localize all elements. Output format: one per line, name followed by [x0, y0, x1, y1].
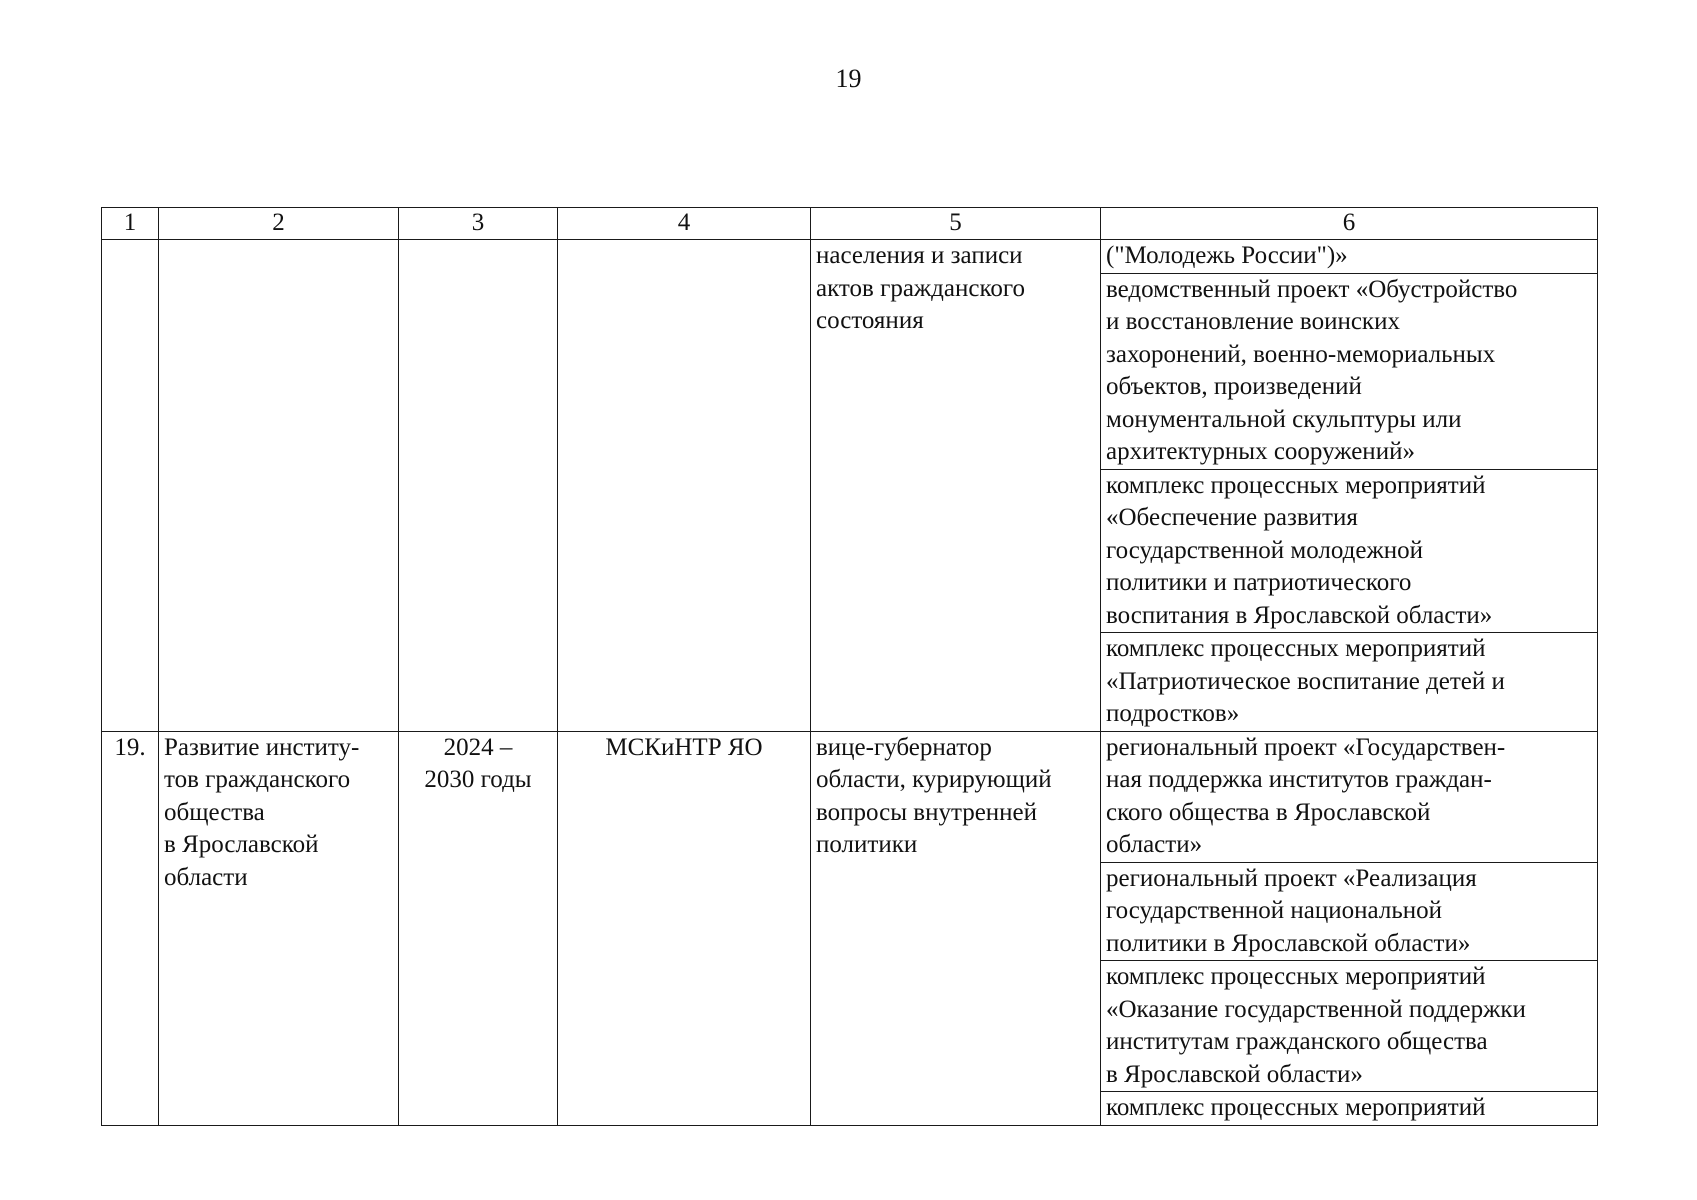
cell-project: ("Молодежь России")»: [1101, 240, 1598, 274]
cell-name: [159, 240, 399, 732]
cell-num: 19.: [102, 731, 159, 1125]
cell-project: региональный проект «Реализация государственной национальной политики в Ярославской области»: [1101, 862, 1598, 961]
program-table: [101, 207, 1598, 1126]
header-col-4: 4: [558, 208, 811, 240]
cell-name: Развитие институ- тов гражданского общества в Ярославской области: [159, 731, 399, 1125]
cell-executor: [558, 240, 811, 732]
cell-project: комплекс процессных мероприятий «Обеспечение развития государственной молодежной политики и патриотического воспитания в Ярославской области»: [1101, 469, 1598, 633]
cell-project: региональный проект «Государствен- ная поддержка институтов граждан- ского общества в Ярославской области»: [1101, 731, 1598, 862]
cell-num: [102, 240, 159, 732]
header-row: [102, 208, 1598, 240]
header-col-3: 3: [399, 208, 558, 240]
cell-project: комплекс процессных мероприятий «Патриотическое воспитание детей и подростков»: [1101, 633, 1598, 732]
header-col-5: 5: [811, 208, 1101, 240]
header-col-1: 1: [102, 208, 159, 240]
cell-project: комплекс процессных мероприятий «Оказание государственной поддержки институтам гражданского общества в Ярославской области»: [1101, 961, 1598, 1092]
cell-period: 2024 – 2030 годы: [399, 731, 558, 1125]
cell-curator: населения и записи актов гражданского состояния: [811, 240, 1101, 732]
cell-executor: МСКиНТР ЯО: [558, 731, 811, 1125]
page-number: 19: [835, 64, 862, 93]
table-row: [102, 731, 1598, 862]
header-col-2: 2: [159, 208, 399, 240]
cell-curator: вице-губернатор области, курирующий вопросы внутренней политики: [811, 731, 1101, 1125]
header-col-6: 6: [1101, 208, 1598, 240]
cell-project: комплекс процессных мероприятий: [1101, 1092, 1598, 1126]
table-row: [102, 240, 1598, 274]
cell-period: [399, 240, 558, 732]
cell-project: ведомственный проект «Обустройство и восстановление воинских захоронений, военно-мемориальных объектов, произведений монументальной скульптуры или архитектурных сооружений»: [1101, 273, 1598, 469]
